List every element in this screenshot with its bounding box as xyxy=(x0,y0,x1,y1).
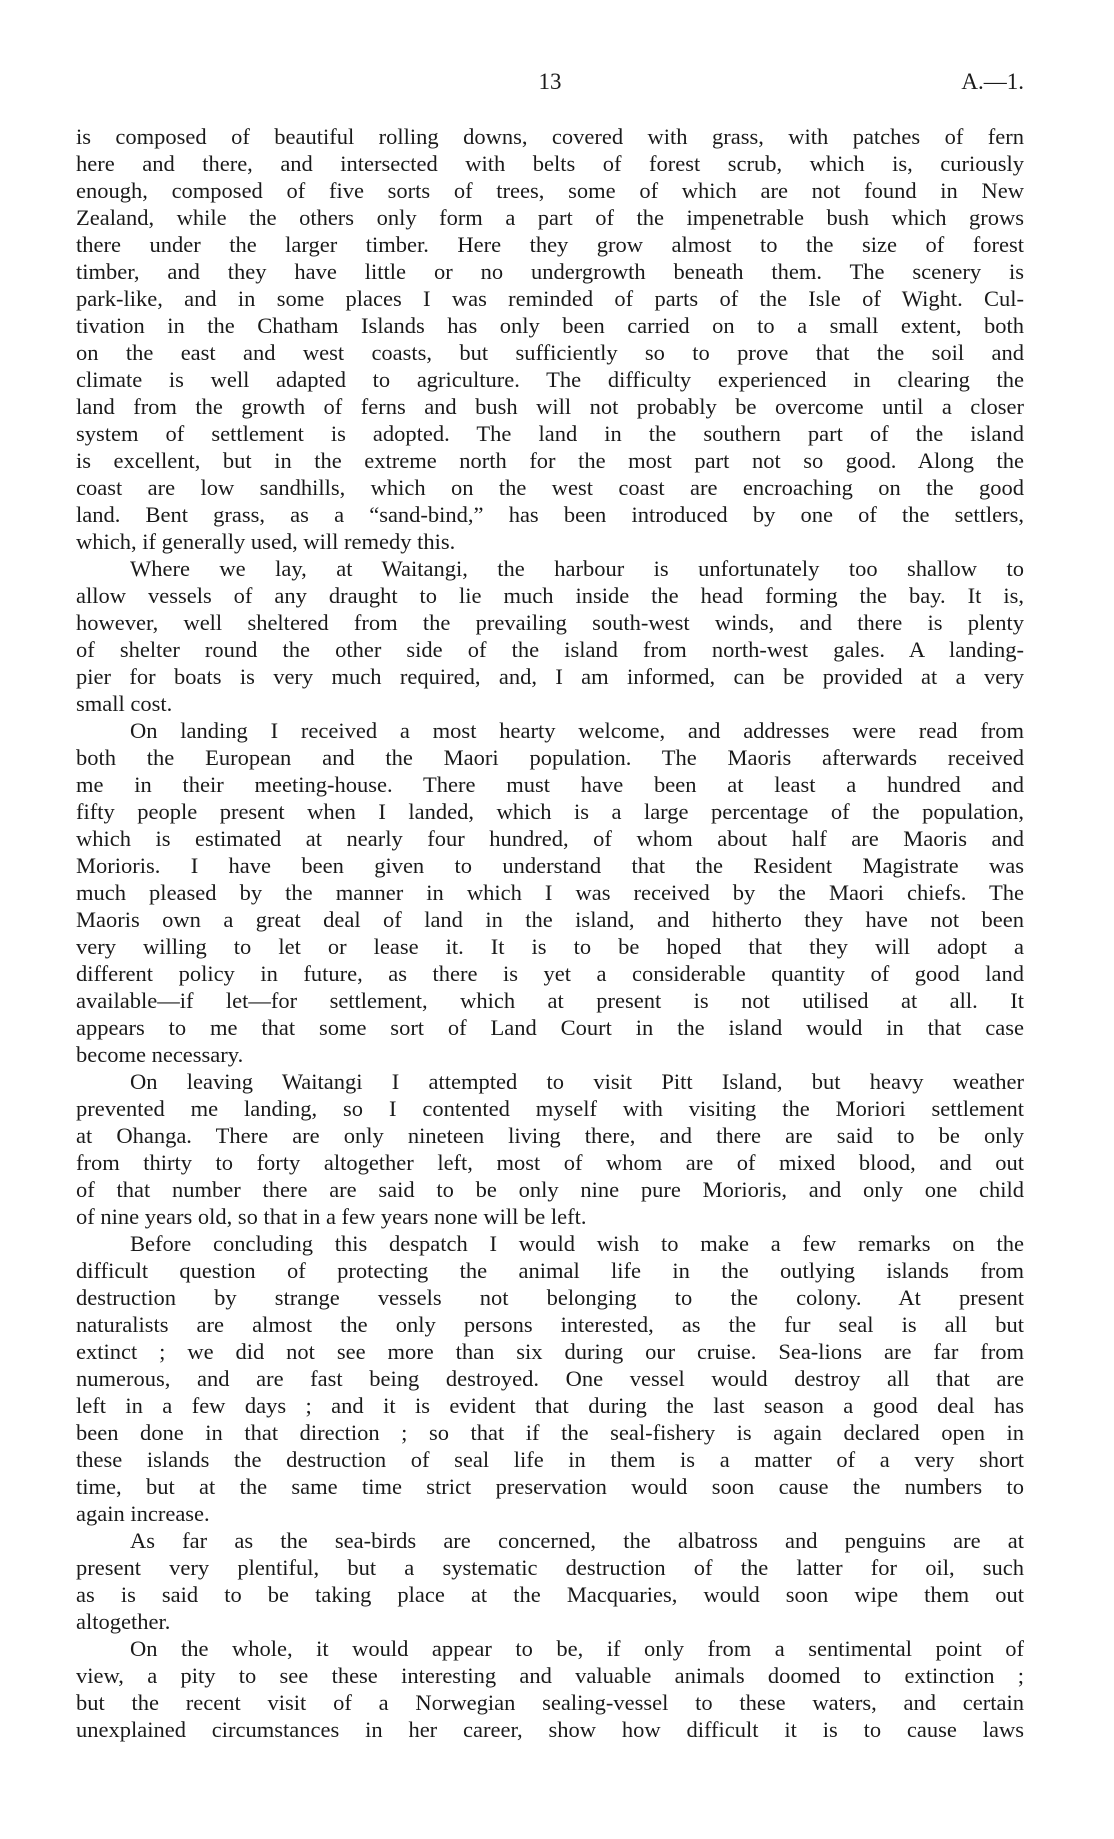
page-header xyxy=(76,68,1024,96)
text-line: land from the growth of ferns and bush will not probably be overcome until a closer xyxy=(76,394,1024,419)
paragraph xyxy=(76,123,1024,555)
text-line: naturalists are almost the only persons interested, as the fur seal is all but xyxy=(76,1312,1024,1337)
text-line: On the whole, it would appear to be, if only from a sentimental point of xyxy=(130,1636,1024,1661)
paragraph xyxy=(76,1635,1024,1743)
text-line: appears to me that some sort of Land Court in the island would in that case xyxy=(76,1015,1024,1040)
text-line: available—if let—for settlement, which at present is not utilised at all. It xyxy=(76,988,1024,1013)
text-line: there under the larger timber. Here they grow almost to the size of forest xyxy=(76,232,1024,257)
text-line: at Ohanga. There are only nineteen living there, and there are said to be only xyxy=(76,1123,1024,1148)
text-line: of shelter round the other side of the island from north-west gales. A landing- xyxy=(76,637,1024,662)
paragraph xyxy=(76,1230,1024,1527)
page-number: 13 xyxy=(538,69,562,94)
paragraph xyxy=(76,1068,1024,1230)
text-line: much pleased by the manner in which I was received by the Maori chiefs. The xyxy=(76,880,1024,905)
text-line: altogether. xyxy=(76,1609,171,1634)
text-line: is excellent, but in the extreme north for the most part not so good. Along the xyxy=(76,448,1024,473)
text-line: however, well sheltered from the prevailing south-west winds, and there is plenty xyxy=(76,610,1024,635)
text-line: Maoris own a great deal of land in the island, and hitherto they have not been xyxy=(76,907,1024,932)
text-line: tivation in the Chatham Islands has only been carried on to a small extent, both xyxy=(76,313,1024,338)
text-line: time, but at the same time strict preservation would soon cause the numbers to xyxy=(76,1474,1024,1499)
text-line: on the east and west coasts, but sufficiently so to prove that the soil and xyxy=(76,340,1024,365)
text-line: pier for boats is very much required, and, I am informed, can be provided at a very xyxy=(76,664,1024,689)
paragraph xyxy=(76,717,1024,1068)
text-line: view, a pity to see these interesting and valuable animals doomed to extinction ; xyxy=(76,1663,1024,1688)
text-line: present very plentiful, but a systematic destruction of the latter for oil, such xyxy=(76,1555,1024,1580)
text-line: Where we lay, at Waitangi, the harbour is unfortunately too shallow to xyxy=(130,556,1024,581)
text-line: these islands the destruction of seal life in them is a matter of a very short xyxy=(76,1447,1024,1472)
text-line: Morioris. I have been given to understand that the Resident Magistrate was xyxy=(76,853,1024,878)
text-line: system of settlement is adopted. The land in the southern part of the island xyxy=(76,421,1024,446)
text-line: park-like, and in some places I was reminded of parts of the Isle of Wight. Cul- xyxy=(76,286,1024,311)
text-line: here and there, and intersected with belts of forest scrub, which is, curiously xyxy=(76,151,1024,176)
text-line: prevented me landing, so I contented myself with visiting the Moriori settlement xyxy=(76,1096,1024,1121)
text-line: enough, composed of five sorts of trees, some of which are not found in New xyxy=(76,178,1024,203)
text-line: different policy in future, as there is yet a considerable quantity of good land xyxy=(76,961,1024,986)
text-line: extinct ; we did not see more than six during our cruise. Sea-lions are far from xyxy=(76,1339,1024,1364)
text-line: again increase. xyxy=(76,1501,210,1526)
text-line: been done in that direction ; so that if the seal-fishery is again declared open in xyxy=(76,1420,1024,1445)
text-line: fifty people present when I landed, which is a large percentage of the population, xyxy=(76,799,1024,824)
text-line: numerous, and are fast being destroyed. One vessel would destroy all that are xyxy=(76,1366,1024,1391)
text-line: but the recent visit of a Norwegian sealing-vessel to these waters, and certain xyxy=(76,1690,1024,1715)
text-line: which, if generally used, will remedy this. xyxy=(76,529,456,554)
paragraph xyxy=(76,555,1024,717)
text-line: climate is well adapted to agriculture. The difficulty experienced in clearing the xyxy=(76,367,1024,392)
body-text xyxy=(76,123,1024,1743)
text-line: of that number there are said to be only nine pure Morioris, and only one child xyxy=(76,1177,1024,1202)
paragraph xyxy=(76,1527,1024,1635)
text-line: from thirty to forty altogether left, most of whom are of mixed blood, and out xyxy=(76,1150,1024,1175)
text-line: both the European and the Maori population. The Maoris afterwards received xyxy=(76,745,1024,770)
document-code: A.—1. xyxy=(961,69,1024,94)
text-line: is composed of beautiful rolling downs, covered with grass, with patches of fern xyxy=(76,124,1024,149)
text-line: very willing to let or lease it. It is to be hoped that they will adopt a xyxy=(76,934,1024,959)
text-line: as is said to be taking place at the Macquaries, would soon wipe them out xyxy=(76,1582,1024,1607)
text-line: destruction by strange vessels not belonging to the colony. At present xyxy=(76,1285,1024,1310)
text-line: allow vessels of any draught to lie much inside the head forming the bay. It is, xyxy=(76,583,1024,608)
text-line: small cost. xyxy=(76,691,173,716)
text-line: left in a few days ; and it is evident that during the last season a good deal has xyxy=(76,1393,1024,1418)
text-line: difficult question of protecting the animal life in the outlying islands from xyxy=(76,1258,1024,1283)
text-line: timber, and they have little or no undergrowth beneath them. The scenery is xyxy=(76,259,1024,284)
text-line: land. Bent grass, as a “sand-bind,” has been introduced by one of the settlers, xyxy=(76,502,1024,527)
text-line: of nine years old, so that in a few years none will be left. xyxy=(76,1204,587,1229)
text-line: As far as the sea-birds are concerned, the albatross and penguins are at xyxy=(130,1528,1024,1553)
text-line: which is estimated at nearly four hundred, of whom about half are Maoris and xyxy=(76,826,1024,851)
text-line: me in their meeting-house. There must have been at least a hundred and xyxy=(76,772,1024,797)
text-line: unexplained circumstances in her career, show how difficult it is to cause laws xyxy=(76,1717,1024,1742)
text-line: On leaving Waitangi I attempted to visit Pitt Island, but heavy weather xyxy=(130,1069,1024,1094)
text-line: Zealand, while the others only form a part of the impenetrable bush which grows xyxy=(76,205,1024,230)
text-line: become necessary. xyxy=(76,1042,244,1067)
text-line: coast are low sandhills, which on the west coast are encroaching on the good xyxy=(76,475,1024,500)
text-line: On landing I received a most hearty welcome, and addresses were read from xyxy=(130,718,1024,743)
text-line: Before concluding this despatch I would wish to make a few remarks on the xyxy=(130,1231,1024,1256)
